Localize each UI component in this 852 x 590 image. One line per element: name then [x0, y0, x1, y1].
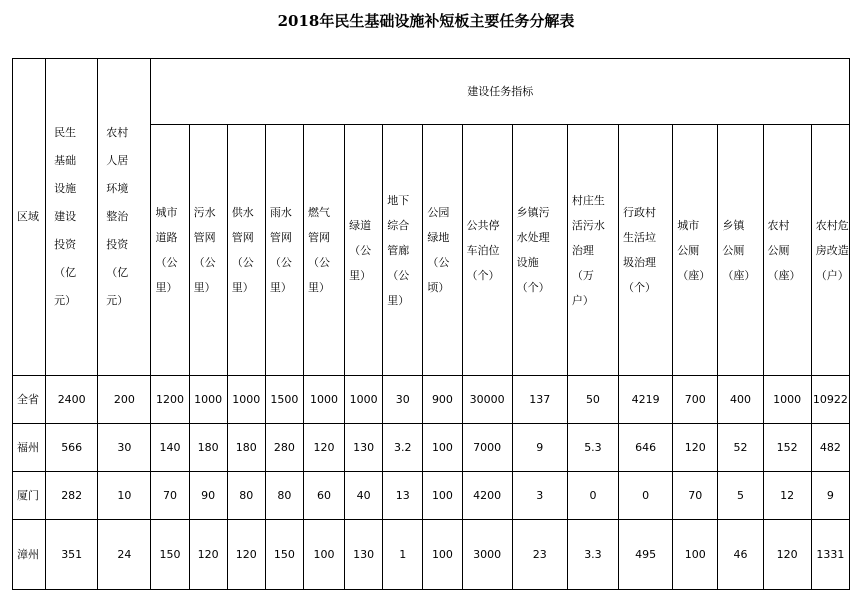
header-rural-toilets: 农村 公厕 （座）: [763, 125, 811, 376]
table-row: [13, 376, 850, 424]
value-cell: 30: [383, 376, 423, 424]
value-cell: 400: [718, 376, 763, 424]
value-cell: 130: [345, 424, 383, 472]
value-cell: 900: [423, 376, 462, 424]
header-village-garbage: 行政村 生活垃 圾治理 （个）: [619, 125, 673, 376]
header-city-toilets: 城市 公厕 （座）: [673, 125, 718, 376]
task-table: [12, 58, 850, 590]
value-cell: 2400: [46, 376, 98, 424]
value-cell: 1200: [151, 376, 189, 424]
value-cell: 120: [763, 520, 811, 590]
region-cell: 厦门: [13, 472, 46, 520]
header-region: 区域: [13, 59, 46, 376]
value-cell: 7000: [462, 424, 512, 472]
value-cell: 351: [46, 520, 98, 590]
value-cell: 4219: [619, 376, 673, 424]
header-gas-pipes: 燃气 管网 （公 里）: [303, 125, 344, 376]
value-cell: 152: [763, 424, 811, 472]
value-cell: 100: [673, 520, 718, 590]
header-parking-spaces: 公共停 车泊位 （个）: [462, 125, 512, 376]
value-cell: 80: [265, 472, 303, 520]
value-cell: 150: [151, 520, 189, 590]
header-town-toilets: 乡镇 公厕 （座）: [718, 125, 763, 376]
value-cell: 12: [763, 472, 811, 520]
page-title: 2018年民生基础设施补短板主要任务分解表: [277, 12, 575, 30]
value-cell: 90: [189, 472, 227, 520]
value-cell: 566: [46, 424, 98, 472]
value-cell: 482: [811, 424, 849, 472]
value-cell: 3: [512, 472, 567, 520]
value-cell: 137: [512, 376, 567, 424]
header-greenways: 绿道 （公 里）: [345, 125, 383, 376]
value-cell: 52: [718, 424, 763, 472]
value-cell: 140: [151, 424, 189, 472]
value-cell: 10922: [811, 376, 849, 424]
region-cell: 漳州: [13, 520, 46, 590]
value-cell: 1500: [265, 376, 303, 424]
value-cell: 130: [345, 520, 383, 590]
value-cell: 9: [512, 424, 567, 472]
table-row: [13, 424, 850, 472]
header-water-pipes: 供水 管网 （公 里）: [227, 125, 265, 376]
value-cell: 700: [673, 376, 718, 424]
value-cell: 1000: [189, 376, 227, 424]
value-cell: 1000: [763, 376, 811, 424]
header-village-sewage: 村庄生 活污水 治理 （万 户）: [567, 125, 618, 376]
value-cell: 70: [673, 472, 718, 520]
value-cell: 1000: [303, 376, 344, 424]
table-row: [13, 472, 850, 520]
region-cell: 福州: [13, 424, 46, 472]
header-indicators-group: 建设任务指标: [151, 59, 850, 125]
value-cell: 40: [345, 472, 383, 520]
value-cell: 1331: [811, 520, 849, 590]
table-row: [13, 520, 850, 590]
value-cell: 100: [303, 520, 344, 590]
header-dilapidated-housing: 农村危 房改造 （户）: [811, 125, 849, 376]
value-cell: 200: [98, 376, 151, 424]
value-cell: 3.3: [567, 520, 618, 590]
value-cell: 100: [423, 424, 462, 472]
value-cell: 23: [512, 520, 567, 590]
value-cell: 5.3: [567, 424, 618, 472]
header-park-green: 公园 绿地 （公 顷）: [423, 125, 462, 376]
value-cell: 60: [303, 472, 344, 520]
value-cell: 180: [189, 424, 227, 472]
value-cell: 180: [227, 424, 265, 472]
header-city-roads: 城市 道路 （公 里）: [151, 125, 189, 376]
value-cell: 13: [383, 472, 423, 520]
value-cell: 3.2: [383, 424, 423, 472]
value-cell: 80: [227, 472, 265, 520]
header-investment: 民生 基础 设施 建设 投资 （亿 元）: [46, 59, 98, 376]
value-cell: 10: [98, 472, 151, 520]
value-cell: 70: [151, 472, 189, 520]
value-cell: 120: [227, 520, 265, 590]
value-cell: 0: [619, 472, 673, 520]
value-cell: 646: [619, 424, 673, 472]
value-cell: 150: [265, 520, 303, 590]
value-cell: 120: [189, 520, 227, 590]
value-cell: 1000: [345, 376, 383, 424]
value-cell: 30000: [462, 376, 512, 424]
value-cell: 4200: [462, 472, 512, 520]
region-cell: 全省: [13, 376, 46, 424]
value-cell: 495: [619, 520, 673, 590]
header-utility-tunnel: 地下 综合 管廊 （公 里）: [383, 125, 423, 376]
value-cell: 280: [265, 424, 303, 472]
value-cell: 282: [46, 472, 98, 520]
value-cell: 120: [303, 424, 344, 472]
header-town-sewage: 乡镇污 水处理 设施 （个）: [512, 125, 567, 376]
value-cell: 1000: [227, 376, 265, 424]
header-rain-pipes: 雨水 管网 （公 里）: [265, 125, 303, 376]
value-cell: 100: [423, 472, 462, 520]
value-cell: 30: [98, 424, 151, 472]
value-cell: 46: [718, 520, 763, 590]
value-cell: 120: [673, 424, 718, 472]
value-cell: 3000: [462, 520, 512, 590]
value-cell: 9: [811, 472, 849, 520]
value-cell: 5: [718, 472, 763, 520]
value-cell: 24: [98, 520, 151, 590]
value-cell: 100: [423, 520, 462, 590]
value-cell: 0: [567, 472, 618, 520]
value-cell: 1: [383, 520, 423, 590]
value-cell: 50: [567, 376, 618, 424]
header-sewage-pipes: 污水 管网 （公 里）: [189, 125, 227, 376]
header-rural-investment: 农村 人居 环境 整治 投资 （亿 元）: [98, 59, 151, 376]
